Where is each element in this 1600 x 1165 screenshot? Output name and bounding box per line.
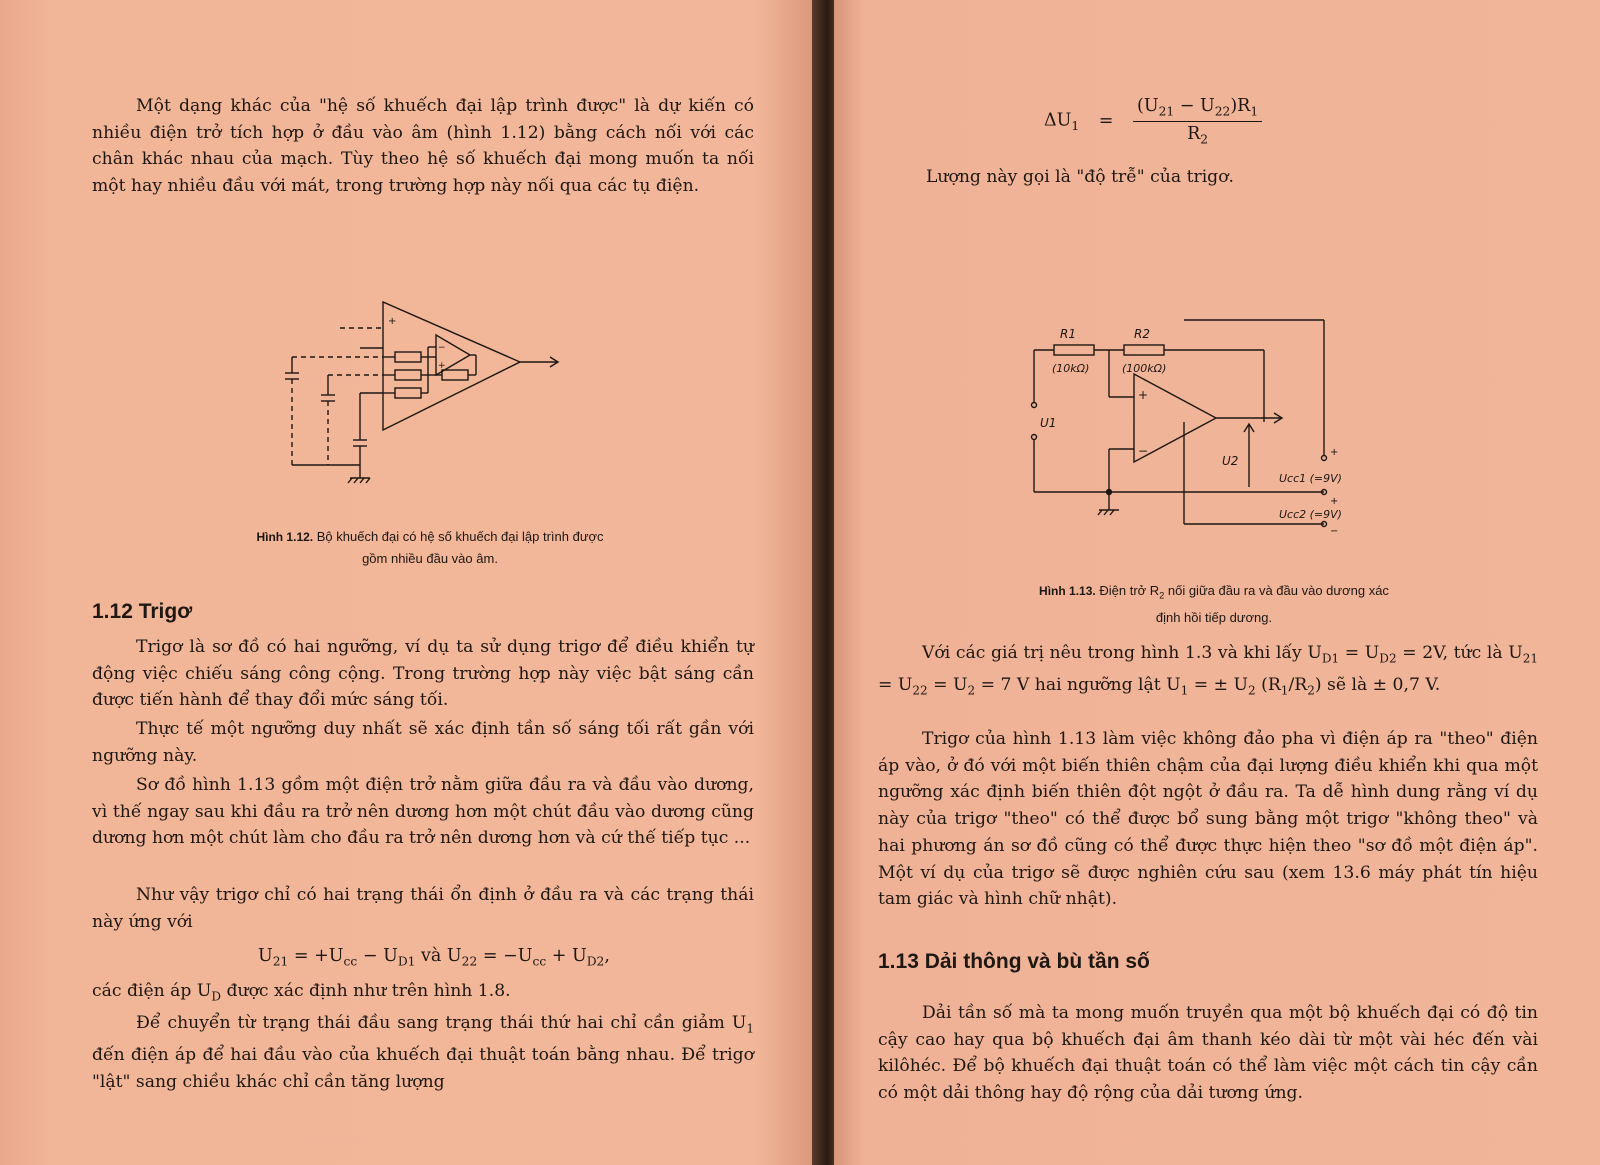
- paragraph-threshold-values: Với các giá trị nêu trong hình 1.3 và khi lấy $U_{D1} = U_{D2} = 2V$, tức là $U_{21} = U_{22} = U_2 = 7$ V hai ngưỡng lật $U_1$ = ± $U_2$ $(R_1/R_2)$ sẽ là ± 0,7 V.: [878, 643, 1538, 698]
- paragraph-ud-voltages: các điện áp $U_D$ được xác định như trên hình 1.8.: [92, 981, 511, 1004]
- svg-text:+: +: [438, 361, 446, 371]
- section-heading-1-12: 1.12 Trigơ: [92, 600, 193, 623]
- u2-label: U2: [1222, 454, 1239, 468]
- figure-1-12-text-line1: Bộ khuếch đại có hệ số khuếch đại lập trình được: [316, 529, 604, 544]
- right-page: [834, 0, 1600, 1165]
- section-heading-1-13: 1.13 Dải thông và bù tần số: [878, 950, 1150, 973]
- u1-label: U1: [1040, 416, 1057, 430]
- paragraph-non-inverting: Trigơ của hình 1.13 làm việc không đảo pha vì điện áp ra "theo" điện áp vào, ở đó với một biến thiên chậm của đại lượng điều khiển khi qua một ngưỡng xác định biến thiên đột ngột ở đầu ra. Ta dễ hình dung rằng ví dụ này của trigơ "theo" có thể được bổ sung bằng một trigơ "không theo" và hai phương án sơ đồ cũng có thể được thực hiện theo "sơ đồ một điện áp". Một ví dụ của trigơ sẽ được nghiên cứu sau (xem 13.6 máy phát tín hiệu tam giác và hình chữ nhật).: [878, 729, 1538, 910]
- r2-label: R2: [1134, 327, 1150, 341]
- figure-1-13-circuit: [1024, 312, 1394, 547]
- paragraph-single-threshold: Thực tế một ngưỡng duy nhất sẽ xác định tần số sáng tối rất gần với ngưỡng này.: [92, 719, 754, 766]
- r1-label: R1: [1060, 327, 1076, 341]
- figure-1-13-caption: Hình 1.13. Điện trở $R_2$ nối giữa đầu ra và đầu vào dương xác định hồi tiếp dương.: [1039, 583, 1389, 625]
- r2-value: (100kΩ): [1122, 362, 1167, 375]
- svg-text:+: +: [1138, 388, 1149, 402]
- svg-text:−: −: [1138, 444, 1149, 458]
- hysteresis-note: Lượng này gọi là "độ trễ" của trigơ.: [926, 167, 1234, 187]
- figure-1-12-text-line2: gồm nhiều đầu vào âm.: [362, 551, 498, 566]
- hysteresis-formula: $\Delta U_1$ = $\frac{(U_{21} - U_{22})R_1}{R_2}$: [1044, 96, 1262, 146]
- svg-text:+: +: [1330, 496, 1339, 507]
- figure-1-12-caption: [170, 526, 690, 569]
- paragraph-state-transition: Để chuyển từ trạng thái đầu sang trạng thái thứ hai chỉ cần giảm $U_1$ đến điện áp để hai đầu vào của khuếch đại thuật toán bằng nhau. Để trigơ "lật" sang chiều khác chỉ cần tăng lượng: [92, 1013, 754, 1092]
- svg-text:+: +: [388, 316, 397, 327]
- paragraph-bandwidth: Dải tần số mà ta mong muốn truyền qua một bộ khuếch đại có độ tin cậy cao hay qua bộ khuếch đại âm thanh kéo dài từ một vài héc đến vài kilôhéc. Để bộ khuếch đại thuật toán có thể làm việc một cách tin cậy cần có một dải thông hay độ rộng của dải tương ứng.: [878, 1003, 1538, 1104]
- paragraph-two-states: Như vậy trigơ chỉ có hai trạng thái ổn định ở đầu ra và các trạng thái này ứng với: [92, 885, 754, 932]
- svg-text:−: −: [1330, 526, 1339, 537]
- svg-text:−: −: [438, 343, 446, 353]
- paragraph-circuit-description: Sơ đồ hình 1.13 gồm một điện trở nằm giữa đầu ra và đầu vào dương, vì thế ngay sau khi đầu ra trở nên dương hơn một chút đầu vào dương cũng dương hơn một chút làm cho đầu ra trở nên dương hơn và cứ thế tiếp tục ...: [92, 775, 754, 849]
- r1-value: (10kΩ): [1052, 362, 1090, 375]
- figure-1-12-circuit: [280, 295, 570, 495]
- figure-1-13-label: Hình 1.13.: [1039, 584, 1096, 598]
- intro-paragraph: Một dạng khác của "hệ số khuếch đại lập trình được" là dự kiến có nhiều điện trở tích hợp ở đầu vào âm (hình 1.12) bằng cách nối với các chân khác nhau của mạch. Tùy theo hệ số khuếch đại mong muốn ta nối một hay nhiều đầu với mát, trong trường hợp này nối qua các tụ điện.: [92, 96, 754, 197]
- figure-1-12-label: Hình 1.12.: [256, 530, 314, 544]
- paragraph-trigger-definition: Trigơ là sơ đồ có hai ngưỡng, ví dụ ta sử dụng trigơ để điều khiển tự động việc chiếu sáng công cộng. Trong trường hợp này việc bật sáng cần được tiến hành để thay đổi mức sáng tối.: [92, 637, 754, 711]
- equation-u21-u22: $U_{21} = +U_{cc} - U_{D1}$ và $U_{22} = -U_{cc} + U_{D2}$,: [258, 946, 610, 969]
- figure-1-13-text-line2: định hồi tiếp dương.: [1155, 609, 1273, 625]
- svg-text:+: +: [1330, 447, 1339, 458]
- vcc1-label: Ucc1 (=9V): [1279, 472, 1342, 485]
- vcc2-label: Ucc2 (=9V): [1279, 508, 1342, 521]
